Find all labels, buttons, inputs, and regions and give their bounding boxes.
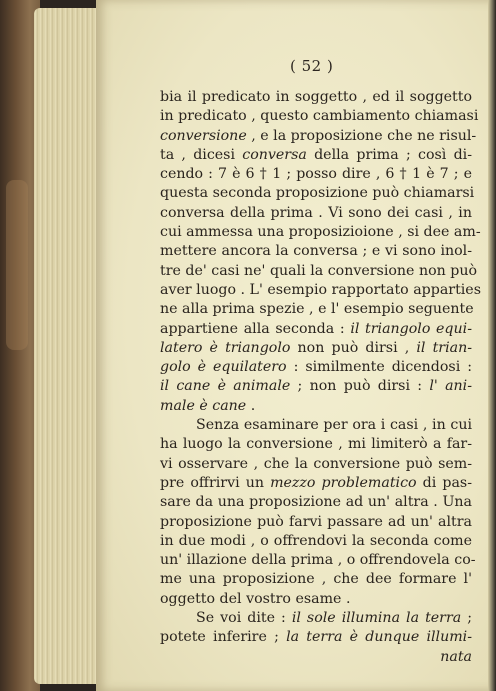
text-line — [160, 532, 472, 551]
text-segment: mettere ancora la conversa ; e vi sono inol- — [160, 243, 472, 260]
italic-text: il trian- — [416, 339, 473, 356]
text-line — [160, 204, 472, 223]
text-line — [160, 339, 472, 358]
italic-text: nata — [440, 648, 472, 665]
text-segment: potete inferire ; — [160, 629, 287, 646]
text-line — [160, 416, 472, 435]
text-segment: appartiene alla seconda : — [160, 320, 351, 337]
text-segment: della prima ; così di- — [306, 146, 472, 163]
text-segment: ; — [461, 610, 473, 627]
text-line — [160, 223, 481, 242]
text-line — [160, 397, 472, 416]
text-line — [160, 474, 472, 493]
text-line — [160, 377, 472, 396]
italic-text: mezzo problematico — [270, 474, 417, 491]
text-line — [160, 165, 472, 184]
text-segment: non può dirsi , — [290, 339, 417, 356]
text-segment: in predicato , questo cambiamento chiamasi — [160, 108, 479, 125]
text-line — [160, 358, 472, 377]
text-segment: un' illazione della prima , o offrendovela co- — [160, 552, 476, 569]
text-segment: conversa della prima . Vi sono dei casi , in — [160, 204, 472, 221]
text-line — [160, 127, 477, 146]
text-line — [160, 320, 472, 339]
text-line — [160, 628, 472, 647]
text-line — [160, 590, 472, 609]
text-segment: ne alla prima spezie , e l' esempio seguente — [160, 301, 474, 318]
text-line — [160, 455, 472, 474]
italic-text: conversione — [160, 127, 247, 144]
text-segment: pre offrirvi un — [160, 474, 271, 491]
text-line — [160, 281, 481, 300]
italic-text: l' ani- — [429, 378, 473, 395]
text-segment: Se voi dite : — [196, 610, 292, 627]
page-body-text — [160, 88, 481, 667]
text-segment: in due modi , o offrendovi la seconda come — [160, 532, 472, 549]
text-line — [160, 493, 472, 512]
text-line — [160, 184, 475, 203]
text-segment: vi osservare , che la conversione può sem- — [160, 455, 472, 472]
text-line — [160, 300, 472, 319]
text-segment: , e la proposizione che ne risul- — [246, 127, 477, 144]
text-segment: ; non può dirsi : — [290, 378, 430, 395]
text-line — [160, 648, 472, 667]
text-segment: di pas- — [416, 474, 472, 491]
text-segment: cui ammessa una proposizioione , si dee am- — [160, 224, 481, 241]
italic-text: conversa — [242, 146, 307, 163]
text-segment: cendo : 7 è 6 † 1 ; posso dire , 6 † 1 è 7 ; e — [160, 166, 472, 183]
text-segment: questa seconda proposizione può chiamarsi — [160, 185, 475, 202]
text-segment: . — [246, 397, 256, 414]
text-segment: : similmente dicendosi : — [286, 359, 472, 376]
text-line — [160, 570, 472, 589]
text-segment: me una proposizione , che dee formare l' — [160, 571, 472, 588]
page-number: ( 52 ) — [290, 57, 334, 75]
text-segment: bia il predicato in soggetto , ed il soggetto — [160, 89, 472, 105]
text-line — [160, 242, 472, 261]
text-line — [160, 146, 472, 165]
text-line — [160, 88, 472, 107]
page-right-edge — [488, 0, 496, 691]
text-segment: Senza esaminare per ora i casi , in cui — [196, 417, 472, 434]
text-segment: ta , dicesi — [160, 146, 243, 163]
text-line — [160, 513, 472, 532]
italic-text: la terra è dunque illumi- — [286, 629, 472, 646]
italic-text: il triangolo equi- — [350, 320, 472, 337]
text-line — [160, 551, 476, 570]
italic-text: latero è triangolo — [160, 339, 291, 356]
italic-text: male è cane — [160, 397, 247, 414]
text-segment: ha luogo la conversione , mi limiterò a far- — [160, 436, 472, 453]
cover-stain — [6, 180, 28, 350]
text-line — [160, 435, 472, 454]
text-segment: proposizione può farvi passare ad un' altra — [160, 513, 472, 530]
page-edges — [34, 8, 96, 684]
italic-text: il sole illumina la terra — [291, 610, 462, 627]
text-segment: oggetto del vostro esame . — [160, 590, 351, 607]
text-line — [160, 107, 479, 126]
italic-text: il cane è animale — [160, 378, 291, 395]
italic-text: golo è equilatero — [160, 359, 287, 376]
text-segment: sare da una proposizione ad un' altra . Una — [160, 494, 472, 511]
text-segment: tre de' casi ne' quali la conversione non può — [160, 262, 478, 279]
text-segment: aver luogo . L' esempio rapportato apparties — [160, 281, 481, 298]
text-line — [160, 262, 478, 281]
text-line — [160, 609, 472, 628]
